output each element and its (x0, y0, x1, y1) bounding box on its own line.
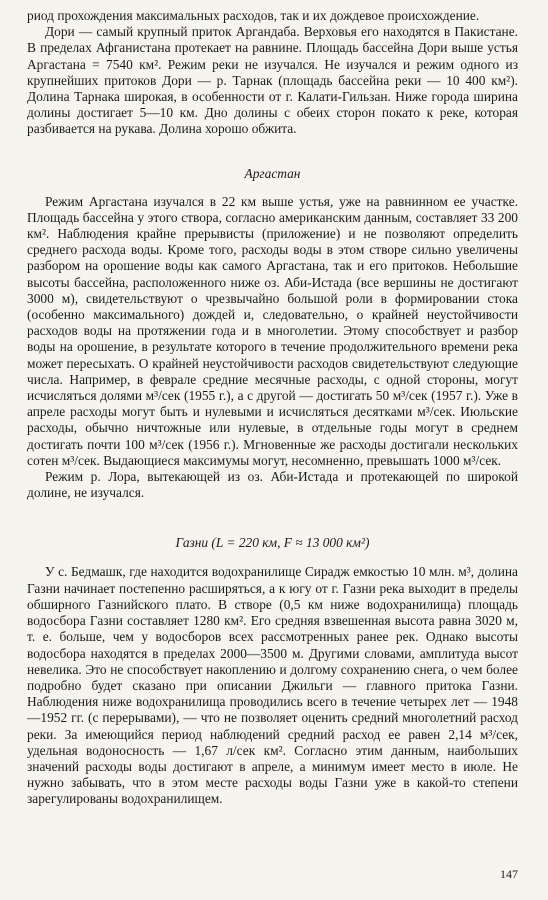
intro-paragraph-dori: Дори — самый крупный приток Аргандаба. Верховья его находятся в Пакистане. В пределах Афганистана протекает на равнине. Площадь бассейна Дори выше устья Аргастана = 7540 км². Режим реки не изучался. Не изучался и режим одного из крупнейших притоков Дори — р. Тарнак (площадь бассейна реки — 10 400 км²). Долина Тарнака широкая, в особенности от г. Калати-Гильзан. Ниже города ширина долины достигает 5—10 км. Дно долины с обеих сторон покато к реке, которая разбивается на рукава. Долина хорошо обжита. (27, 24, 518, 137)
argastan-paragraph-regime: Режим Аргастана изучался в 22 км выше устья, уже на равнинном ее участке. Площадь бассейна у этого створа, согласно американским данным, составляет 33 200 км². Наблюдения крайне прерывисты (приложение) и не позволяют определить среднего расхода воды. Кроме того, расходы воды в этом створе сильно увеличены разбором на орошение воды как самого Аргастана, так и его притоков. Небольшие высоты бассейна, расположенного ниже оз. Аби-Истада (все вершины не достигают 3000 м), свидетельствуют о чрезвычайно большой роли в формировании стока (особенно максимального) дождей и, следовательно, о крайней неустойчивости расходов воды на протяжении года и в многолетии. Этому способствует и разбор воды на орошение, в результате которого в течение продолжительного времени река может пересыхать. О крайней неустойчивости расходов свидетельствуют следующие числа. Например, в феврале средние месячные расходы, с одной стороны, могут исчисляться долями м³/сек (1955 г.), а с другой — достигать 50 м³/сек (1957 г.). Уже в апреле расходы могут быть и нулевыми и исчисляться десятками м³/сек. Июльские расходы, обычно ничтожные или нулевые, в отдельные годы могут в среднем достигать почти 100 м³/сек (1956 г.). Мгновенные же расходы достигали нескольких сотен м³/сек. Выдающиеся максимумы могут, несомненно, превышать 1000 м³/сек. (27, 193, 518, 468)
section-heading-gazni: Газни (L = 220 км, F ≈ 13 000 км²) (175, 535, 370, 551)
argastan-paragraph-lora: Режим р. Лора, вытекающей из оз. Аби-Истада и протекающей по широкой долине, не изучался. (27, 469, 518, 501)
gazni-paragraph: У с. Бедмашк, где находится водохранилище Сирадж емкостью 10 млн. м³, долина Газни начинает постепенно расширяться, а к югу от г. Газни река выходит в пределы обширного Газнийского плато. В створе (0,5 км ниже водохранилища) площадь водосбора Газни составляет 1280 км². Его средняя взвешенная высота равна 3020 м, т. е. больше, чем у водосборов всех рассмотренных ранее рек. Однако высоты водосбора находятся в пределах 2000—3500 м. Другими словами, амплитуда высот невелика. Это не способствует накоплению и долгому сохранению снега, о чем более подробно будет сказано при описании Джильги — главного притока Газни. Наблюдения ниже водохранилища проводились всего в течение четырех лет — 1948—1952 гг. (с перерывами), — что не позволяет оценить средний многолетний расход реки. За имеющийся период наблюдений средний расход ее равен 2,14 м³/сек, удельная водоносность — 1,67 л/сек км². Согласно этим данным, наибольших значений расходы воды достигают в апреле, а минимум имеет место в июле. Не нужно забывать, что в этом месте расходы воды Газни уже в какой-то степени зарегулированы водохранилищем. (27, 564, 518, 807)
page-number: 147 (500, 867, 518, 881)
intro-paragraph-continuation: риод прохождения максимальных расходов, так и их дождевое происхождение. (27, 8, 480, 23)
section-heading-argastan: Аргастан (244, 165, 301, 181)
